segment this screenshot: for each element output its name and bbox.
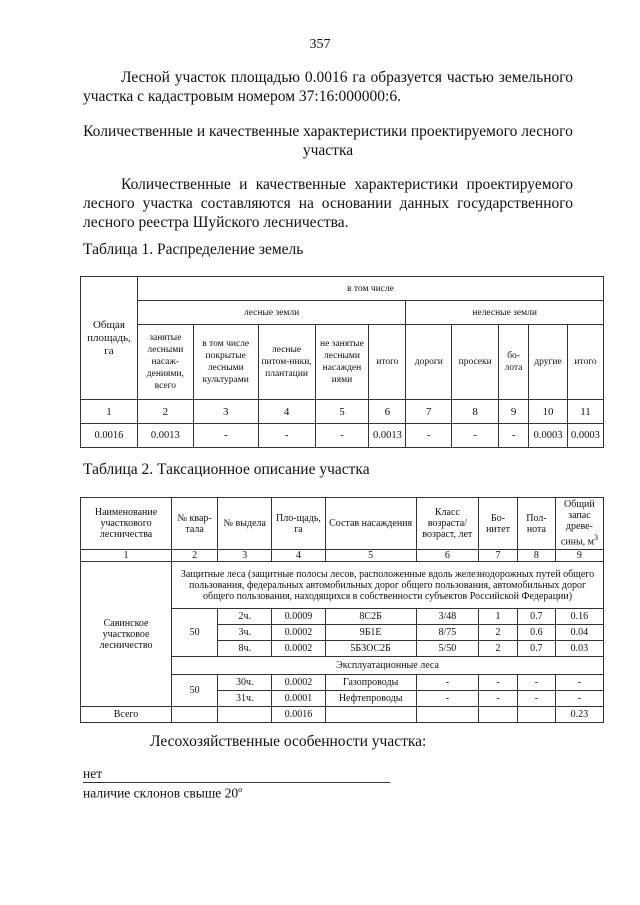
data-cell: - xyxy=(315,424,369,448)
bonitet-cell: 2 xyxy=(479,625,518,641)
page-number: 357 xyxy=(309,37,331,52)
index-cell: 2 xyxy=(137,400,193,424)
empty-cell xyxy=(416,707,478,723)
data-cell: - xyxy=(258,424,315,448)
land-distribution-table xyxy=(80,276,604,448)
header-area: Пло-щадь, га xyxy=(272,498,325,550)
header-col: лесные питом-ники, плантации xyxy=(258,325,315,400)
index-cell: 10 xyxy=(529,400,568,424)
header-col: в том числе покрытые лесными культурами xyxy=(193,325,258,400)
table2-caption: Таблица 2. Таксационное описание участка xyxy=(83,461,370,478)
density-cell: 0.6 xyxy=(517,625,555,641)
header-stock xyxy=(555,498,603,550)
total-row xyxy=(81,707,604,723)
index-cell: 4 xyxy=(272,550,325,562)
header-col: не занятые лесными насажден иями xyxy=(315,325,369,400)
index-cell: 9 xyxy=(499,400,529,424)
header-forest-lands: лесные земли xyxy=(137,301,405,325)
density-cell: - xyxy=(517,675,555,691)
intro-paragraph: Лесной участок площадью 0.0016 га образуется частью земельного участка с кадастровым номером 37:16:000000:6. xyxy=(83,69,573,105)
index-cell: 3 xyxy=(193,400,258,424)
header-col: бо-лота xyxy=(499,325,529,400)
density-cell: 0.7 xyxy=(517,609,555,625)
index-row xyxy=(81,400,604,424)
feature-underline xyxy=(83,782,390,783)
header-col: другие xyxy=(529,325,568,400)
stock-cell: - xyxy=(555,691,603,707)
header-allotment: № выдела xyxy=(218,498,272,550)
density-cell: 0.7 xyxy=(517,641,555,657)
quarter-cell: 50 xyxy=(172,609,218,657)
total-area: 0.0016 xyxy=(272,707,325,723)
index-cell: 5 xyxy=(325,550,416,562)
density-cell: - xyxy=(517,691,555,707)
header-col: дороги xyxy=(406,325,452,400)
area-cell: 0.0001 xyxy=(272,691,325,707)
empty-cell xyxy=(325,707,416,723)
age-cell: - xyxy=(416,691,478,707)
header-forestry: Наименование участкового лесничества xyxy=(81,498,172,550)
data-cell: 0.0003 xyxy=(529,424,568,448)
index-cell: 7 xyxy=(406,400,452,424)
empty-cell xyxy=(479,707,518,723)
area-cell: 0.0002 xyxy=(272,675,325,691)
index-cell: 9 xyxy=(555,550,603,562)
allotment-cell: 8ч. xyxy=(218,641,272,657)
bonitet-cell: 2 xyxy=(479,641,518,657)
age-cell: 3/48 xyxy=(416,609,478,625)
feature-label-text: наличие склонов свыше 20 xyxy=(83,785,239,801)
bonitet-cell: - xyxy=(479,691,518,707)
index-cell: 2 xyxy=(172,550,218,562)
section-heading: Количественные и качественные характеристики проектируемого лесного участка xyxy=(83,123,573,159)
stock-cell: 0.04 xyxy=(555,625,603,641)
table1-caption: Таблица 1. Распределение земель xyxy=(83,241,304,258)
header-col: просеки xyxy=(452,325,499,400)
index-cell: 8 xyxy=(517,550,555,562)
header-including: в том числе xyxy=(137,277,603,301)
group-title-protective: Защитные леса (защитные полосы лесов, расположенные вдоль железнодорожных путей общего пользования, федеральных автомобильных дорог общего пользования, автомобильных дорог общего пользования, находящихся в собственности субъектов Российской Федерации) xyxy=(172,562,604,609)
header-composition: Состав насаждения xyxy=(325,498,416,550)
quarter-cell: 50 xyxy=(172,675,218,707)
data-row xyxy=(81,424,604,448)
features-title: Лесохозяйственные особенности участка: xyxy=(150,733,427,750)
index-cell: 3 xyxy=(218,550,272,562)
age-cell: 5/50 xyxy=(416,641,478,657)
data-cell: 0.0003 xyxy=(567,424,603,448)
area-cell: 0.0002 xyxy=(272,625,325,641)
composition-cell: 5Б3ОС2Б xyxy=(325,641,416,657)
header-quarter: № квар-тала xyxy=(172,498,218,550)
section-paragraph: Количественные и качественные характеристики проектируемого лесного участка составляются на основании данных государственного лесного реестра Шуйского лесничества. xyxy=(83,176,573,231)
data-cell: 0.0016 xyxy=(81,424,138,448)
index-row xyxy=(81,550,604,562)
feature-label xyxy=(83,785,242,802)
index-cell: 5 xyxy=(315,400,369,424)
header-age-class: Класс возраста/ возраст, лет xyxy=(416,498,478,550)
data-cell: - xyxy=(499,424,529,448)
header-stock-sup: 3 xyxy=(594,533,599,543)
composition-cell: Газопроводы xyxy=(325,675,416,691)
area-cell: 0.0002 xyxy=(272,641,325,657)
degree-sup: о xyxy=(238,785,243,794)
allotment-cell: 3ч. xyxy=(218,625,272,641)
header-stock-label: Общий запас древе-сины, м xyxy=(560,499,595,548)
total-stock: 0.23 xyxy=(555,707,603,723)
index-cell: 11 xyxy=(567,400,603,424)
composition-cell: Нефтепроводы xyxy=(325,691,416,707)
stock-cell: - xyxy=(555,675,603,691)
index-cell: 1 xyxy=(81,400,138,424)
data-cell: 0.0013 xyxy=(137,424,193,448)
composition-cell: 9Б1Е xyxy=(325,625,416,641)
empty-cell xyxy=(517,707,555,723)
allotment-cell: 30ч. xyxy=(218,675,272,691)
empty-cell xyxy=(218,707,272,723)
header-total-area: Общая площадь, га xyxy=(81,277,138,400)
header-col: занятые лесными насаж-дениями, всего xyxy=(137,325,193,400)
data-cell: - xyxy=(406,424,452,448)
data-cell: - xyxy=(452,424,499,448)
header-density: Пол-нота xyxy=(517,498,555,550)
header-non-forest-lands: нелесные земли xyxy=(406,301,604,325)
index-cell: 8 xyxy=(452,400,499,424)
taxation-table xyxy=(80,497,604,723)
data-cell: - xyxy=(193,424,258,448)
age-cell: - xyxy=(416,675,478,691)
index-cell: 1 xyxy=(81,550,172,562)
allotment-cell: 2ч. xyxy=(218,609,272,625)
header-col: итого xyxy=(369,325,406,400)
allotment-cell: 31ч. xyxy=(218,691,272,707)
age-cell: 8/75 xyxy=(416,625,478,641)
empty-cell xyxy=(172,707,218,723)
stock-cell: 0.03 xyxy=(555,641,603,657)
index-cell: 6 xyxy=(416,550,478,562)
total-label: Всего xyxy=(81,707,172,723)
index-cell: 4 xyxy=(258,400,315,424)
area-cell: 0.0009 xyxy=(272,609,325,625)
bonitet-cell: 1 xyxy=(479,609,518,625)
index-cell: 7 xyxy=(479,550,518,562)
composition-cell: 8С2Б xyxy=(325,609,416,625)
index-cell: 6 xyxy=(369,400,406,424)
group-title-exploitation: Эксплуатационные леса xyxy=(172,657,604,675)
data-cell: 0.0013 xyxy=(369,424,406,448)
forestry-name: Савинское участковое лесничество xyxy=(81,562,172,707)
feature-value: нет xyxy=(83,766,103,781)
header-col: итого xyxy=(567,325,603,400)
stock-cell: 0.16 xyxy=(555,609,603,625)
header-bonitet: Бо-нитет xyxy=(479,498,518,550)
bonitet-cell: - xyxy=(479,675,518,691)
